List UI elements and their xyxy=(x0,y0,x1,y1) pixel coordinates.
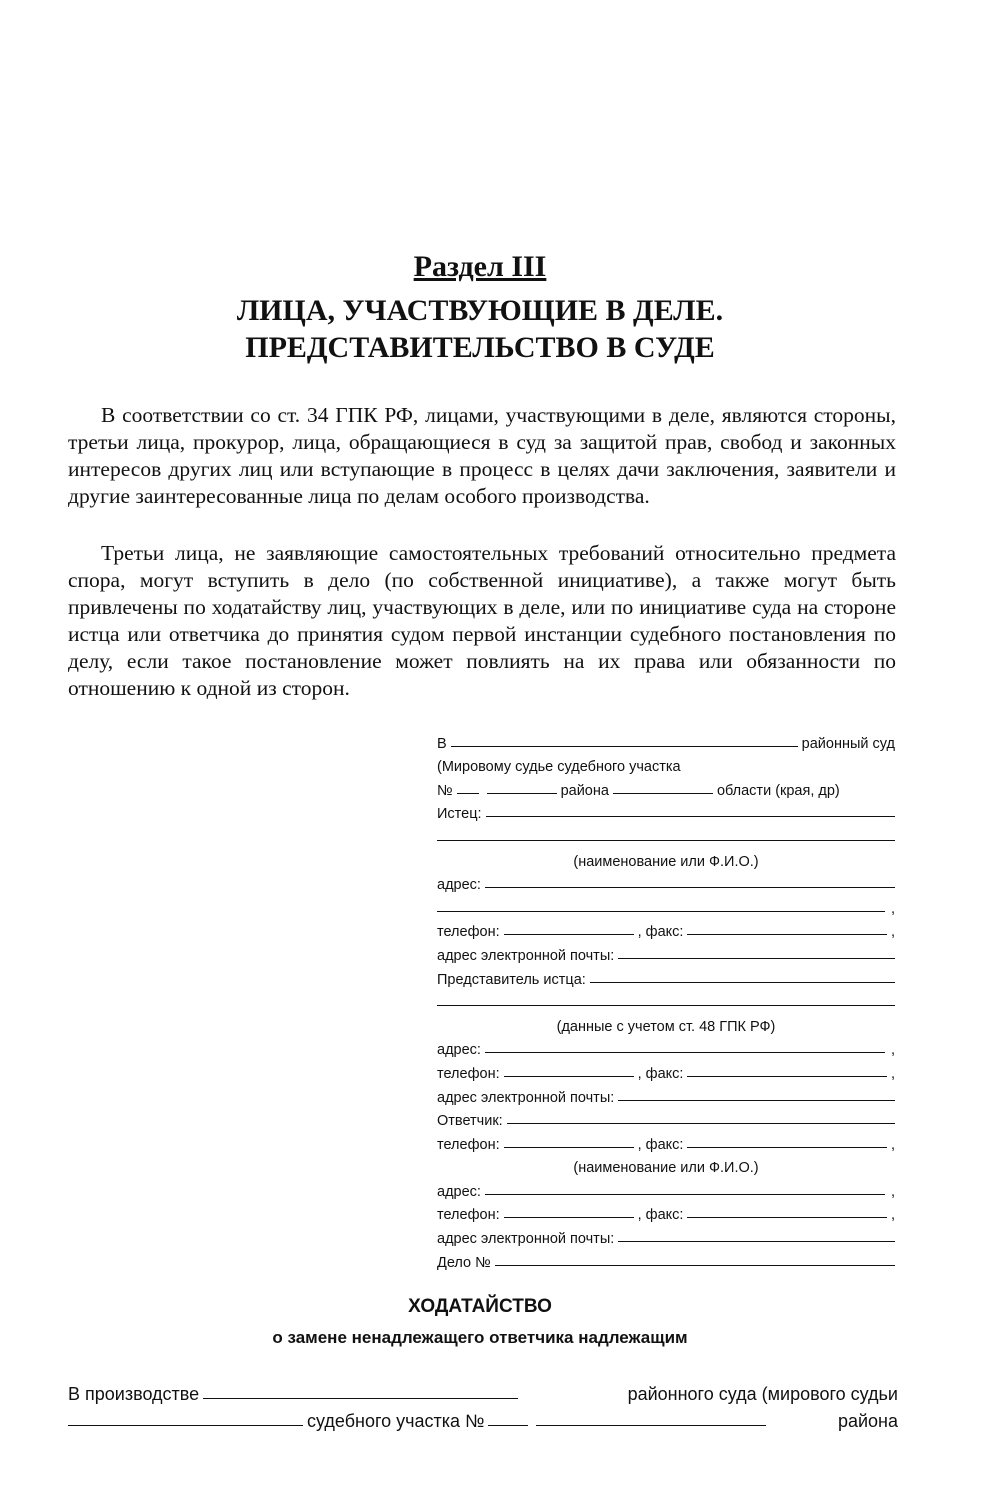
line1-end: районного суда (мирового судьи xyxy=(627,1384,898,1404)
phone-label: телефон: xyxy=(437,1136,500,1153)
plaintiff-fax-field[interactable] xyxy=(687,934,887,935)
court-row xyxy=(437,728,895,752)
phone-label: телефон: xyxy=(437,924,500,941)
representative-phone-field[interactable] xyxy=(504,1076,634,1077)
section-extra-field[interactable] xyxy=(487,793,557,794)
defendant-phone-row-2 xyxy=(437,1200,895,1224)
court-name-field[interactable] xyxy=(451,746,798,747)
address-label: адрес: xyxy=(437,1183,481,1200)
case-number-field[interactable] xyxy=(495,1265,895,1266)
magistrate-label: (Мировому судье судебного участка xyxy=(437,759,681,776)
court-suffix: районный суд xyxy=(801,735,895,752)
defendant-address-field[interactable] xyxy=(485,1194,885,1195)
fax-label: , факс: xyxy=(637,1136,684,1153)
plaintiff-field[interactable] xyxy=(486,816,895,817)
representative-label: Представитель истца: xyxy=(437,971,586,988)
comma: , xyxy=(890,1183,895,1200)
representative-field[interactable] xyxy=(590,982,895,983)
plaintiff-name-hint: (наименование или Ф.И.О.) xyxy=(573,853,759,870)
representative-field-2[interactable] xyxy=(437,1005,895,1006)
region-field[interactable] xyxy=(613,793,713,794)
plaintiff-row-2 xyxy=(437,822,895,846)
section-title-line-1: ЛИЦА, УЧАСТВУЮЩИЕ В ДЕЛЕ. xyxy=(236,294,724,327)
petition-line-2 xyxy=(68,1405,898,1432)
plaintiff-email-field[interactable] xyxy=(618,958,895,959)
defendant-fax-field-2[interactable] xyxy=(687,1217,887,1218)
defendant-address-row xyxy=(437,1176,895,1200)
representative-phone-row xyxy=(437,1058,895,1082)
defendant-name-hint: (наименование или Ф.И.О.) xyxy=(573,1160,759,1177)
defendant-email-row xyxy=(437,1223,895,1247)
plaintiff-field-2[interactable] xyxy=(437,840,895,841)
fax-label: , факс: xyxy=(637,1207,684,1224)
representative-fax-field[interactable] xyxy=(687,1076,887,1077)
district-field[interactable] xyxy=(536,1425,766,1426)
number-label: № xyxy=(437,782,453,799)
court-prefix: В xyxy=(437,735,447,752)
plaintiff-phone-row xyxy=(437,917,895,941)
line2-end: района xyxy=(837,1411,898,1431)
plaintiff-address-row xyxy=(437,870,895,894)
defendant-email-field[interactable] xyxy=(618,1241,895,1242)
defendant-phone-row xyxy=(437,1129,895,1153)
plaintiff-hint-row xyxy=(437,846,895,870)
petition-body xyxy=(68,1378,898,1432)
address-label: адрес: xyxy=(437,1042,481,1059)
comma: , xyxy=(890,900,895,917)
section-title-line-2: ПРЕДСТАВИТЕЛЬСТВО В СУДЕ xyxy=(245,331,715,364)
court-header-form xyxy=(437,728,895,1271)
representative-address-field[interactable] xyxy=(485,1052,885,1053)
comma: , xyxy=(890,924,895,941)
representative-hint: (данные с учетом ст. 48 ГПК РФ) xyxy=(556,1018,776,1035)
region-label: области (края, др) xyxy=(716,782,840,799)
fax-label: , факс: xyxy=(637,924,684,941)
plaintiff-address-field-2[interactable] xyxy=(437,911,885,912)
email-label: адрес электронной почты: xyxy=(437,1089,615,1106)
representative-row xyxy=(437,964,895,988)
representative-hint-row xyxy=(437,1011,895,1035)
district-label: района xyxy=(560,782,609,799)
defendant-fax-field[interactable] xyxy=(687,1147,887,1148)
court-field[interactable] xyxy=(203,1398,518,1399)
defendant-phone-field-2[interactable] xyxy=(504,1217,634,1218)
representative-email-field[interactable] xyxy=(618,1100,895,1101)
comma: , xyxy=(890,1136,895,1153)
case-number-row xyxy=(437,1247,895,1271)
plaintiff-email-row xyxy=(437,940,895,964)
email-label: адрес электронной почты: xyxy=(437,947,615,964)
comma: , xyxy=(890,1207,895,1224)
plaintiff-phone-field[interactable] xyxy=(504,934,634,935)
fax-label: , факс: xyxy=(637,1065,684,1082)
defendant-phone-field[interactable] xyxy=(504,1147,634,1148)
defendant-field[interactable] xyxy=(507,1123,895,1124)
representative-row-2 xyxy=(437,988,895,1012)
address-label: адрес: xyxy=(437,877,481,894)
paragraph-parties: В соответствии со ст. 34 ГПК РФ, лицами, участвующими в деле, являются стороны, третьи лица, прокурор, лица, обращающиеся в суд за защитой прав, свобод и законных интересов других лиц или вступающие в процесс в целях дачи заключения, заявители и другие заинтересованные лица по делам особого производства. xyxy=(68,403,896,508)
defendant-label: Ответчик: xyxy=(437,1113,503,1130)
comma: , xyxy=(890,1042,895,1059)
comma: , xyxy=(890,1065,895,1082)
plaintiff-row xyxy=(437,799,895,823)
email-label: адрес электронной почты: xyxy=(437,1231,615,1248)
line2-middle: судебного участка № xyxy=(307,1411,485,1431)
defendant-row xyxy=(437,1106,895,1130)
representative-email-row xyxy=(437,1082,895,1106)
section-number: Раздел III xyxy=(413,250,547,283)
magistrate-row xyxy=(437,752,895,776)
representative-address-row xyxy=(437,1035,895,1059)
petition-subtitle: о замене ненадлежащего ответчика надлежащим xyxy=(272,1328,688,1347)
phone-label: телефон: xyxy=(437,1065,500,1082)
section-number-field[interactable] xyxy=(457,793,479,794)
case-label: Дело № xyxy=(437,1254,491,1271)
petition-title: ХОДАТАЙСТВО xyxy=(408,1296,552,1317)
petition-line-1 xyxy=(68,1378,898,1405)
plaintiff-address-field[interactable] xyxy=(485,887,895,888)
phone-label: телефон: xyxy=(437,1207,500,1224)
district-row xyxy=(437,775,895,799)
line1-start: В производстве xyxy=(68,1384,200,1404)
plaintiff-address-row-2 xyxy=(437,893,895,917)
paragraph-third-parties: Третьи лица, не заявляющие самостоятельных требований относительно предмета спора, могут вступить в дело (по собственной инициативе), а также могут быть привлечены по ходатайству лиц, участвующих в деле, или по инициативе суда на стороне истца или ответчика до принятия судом первой инстанции судебного постановления по делу, если такое постановление может повлиять на их права или обязанности по отношению к одной из сторон. xyxy=(68,541,896,700)
plaintiff-label: Истец: xyxy=(437,806,482,823)
defendant-hint-row xyxy=(437,1153,895,1177)
magistrate-field[interactable] xyxy=(68,1425,303,1426)
section-title xyxy=(0,292,960,366)
section-no-field[interactable] xyxy=(488,1425,528,1426)
